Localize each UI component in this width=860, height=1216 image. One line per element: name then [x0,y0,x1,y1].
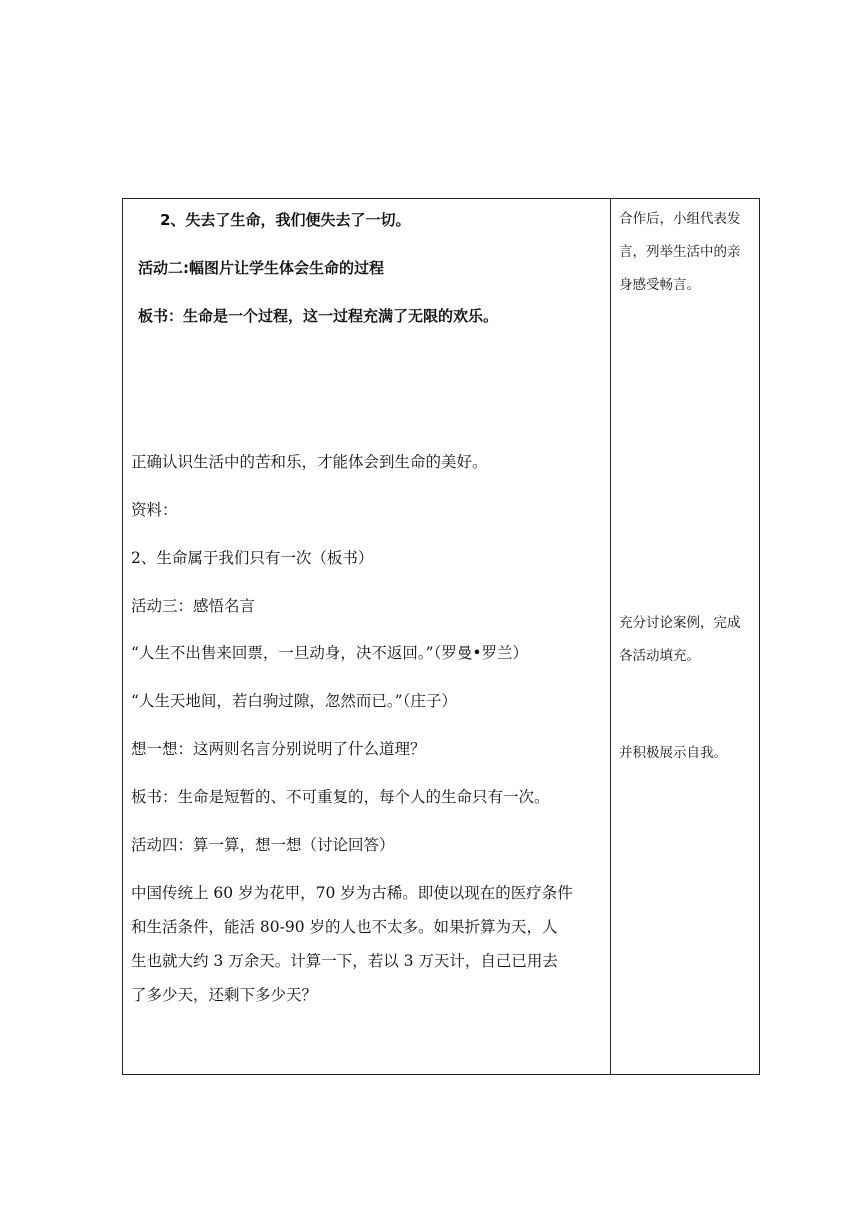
body-line: 想一想：这两则名言分别说明了什么道理？ [131,740,426,758]
body-line: 正确认识生活中的苦和乐，才能体会到生命的美好。 [131,453,488,471]
paragraph-line: 了多少天，还剩下多少天？ [131,986,318,1004]
body-line: 2、生命属于我们只有一次（板书） [131,549,374,567]
heading-line: 活动二:幅图片让学生体会生命的过程 [138,259,385,277]
lesson-table [122,198,760,1075]
paragraph-line: 和生活条件，能活 80-90 岁的人也不太多。如果折算为天，人 [131,918,558,936]
column-divider [610,198,611,1075]
body-line: 活动三：感悟名言 [131,597,256,615]
body-line: 板书：生命是短暂的、不可重复的，每个人的生命只有一次。 [131,788,550,806]
side-note-line: 充分讨论案例，完成 [619,615,741,631]
paragraph-line: 中国传统上 60 岁为花甲，70 岁为古稀。即使以现在的医疗条件 [131,884,573,902]
side-note-line: 合作后，小组代表发 [619,211,741,227]
quote-line: “人生不出售来回票，一旦动身，决不返回。”（罗曼•罗兰） [131,644,528,662]
side-note-line: 言，列举生活中的亲 [619,244,741,260]
body-line: 活动四：算一算，想一想（讨论回答） [131,836,395,854]
quote-line: “人生天地间，若白驹过隙，忽然而已。”（庄子） [131,692,457,710]
side-note-line: 身感受畅言。 [619,277,700,293]
heading-line: 板书：生命是一个过程，这一过程充满了无限的欢乐。 [138,307,499,325]
heading-line: 2、失去了生命，我们便失去了一切。 [160,211,411,229]
side-note-line: 并积极展示自我。 [619,745,727,761]
paragraph-line: 生也就大约 3 万余天。计算一下，若以 3 万天计，自己已用去 [131,952,558,970]
side-note-line: 各活动填充。 [619,648,700,664]
body-line: 资料： [131,501,178,519]
